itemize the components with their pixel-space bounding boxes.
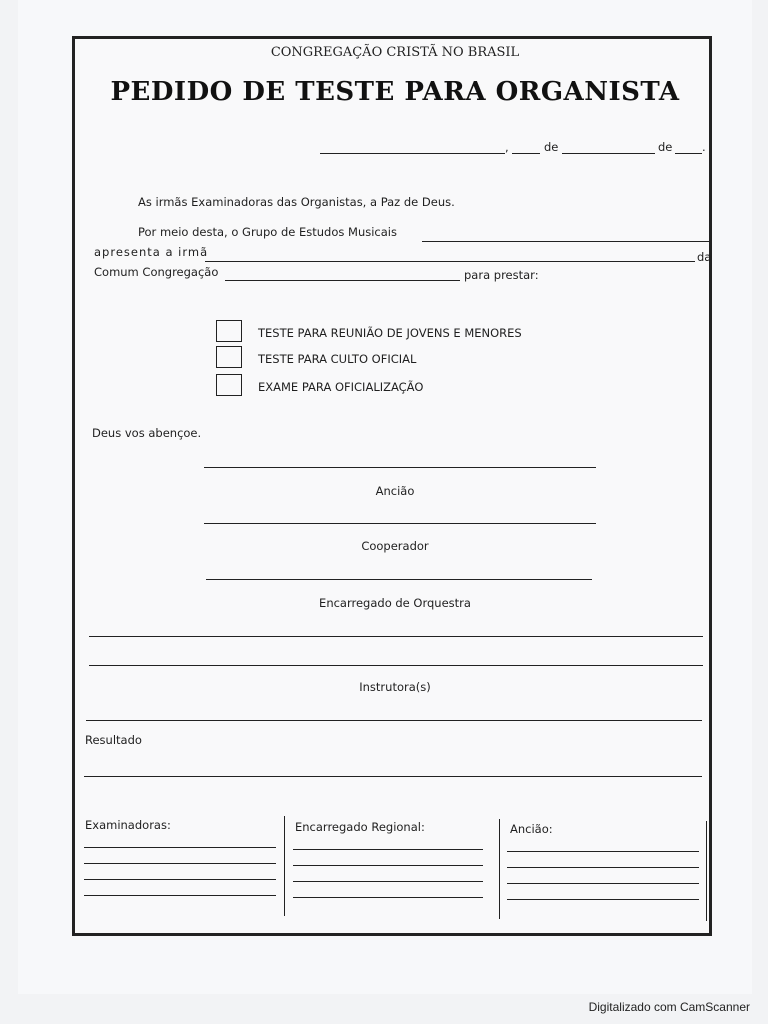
anciao-bottom-line-4[interactable] <box>507 899 699 900</box>
encarregado-regional-line-2[interactable] <box>293 865 483 866</box>
examinadoras-label: Examinadoras: <box>85 818 171 832</box>
option-label-oficializacao: EXAME PARA OFICIALIZAÇÃO <box>258 380 424 394</box>
greeting-text: As irmãs Examinadoras das Organistas, a Paz de Deus. <box>138 195 455 209</box>
anciao-signature-line[interactable] <box>204 467 596 468</box>
encarregado-orquestra-signature-line[interactable] <box>206 579 592 580</box>
instrutoras-label: Instrutora(s) <box>359 680 431 694</box>
body-line-3-end: para prestar: <box>464 268 539 282</box>
cooperador-signature-line[interactable] <box>204 523 596 524</box>
encarregado-orquestra-label: Encarregado de Orquestra <box>319 596 471 610</box>
examinadoras-line-3[interactable] <box>84 879 276 880</box>
date-de-2: de <box>658 140 673 154</box>
column-divider-2 <box>499 819 500 919</box>
date-comma: , <box>505 140 509 154</box>
form-title: PEDIDO DE TESTE PARA ORGANISTA <box>110 77 680 107</box>
date-place-blank[interactable] <box>320 153 505 154</box>
resultado-label: Resultado <box>85 733 142 747</box>
body-line-2: apresenta a irmã <box>94 245 209 259</box>
date-de-1: de <box>544 140 559 154</box>
form-frame <box>72 36 712 936</box>
resultado-line[interactable] <box>84 776 702 777</box>
date-day-blank[interactable] <box>512 153 540 154</box>
instrutoras-signature-line-1[interactable] <box>89 636 703 637</box>
encarregado-regional-line-1[interactable] <box>293 849 483 850</box>
option-checkbox-jovens[interactable] <box>216 320 242 342</box>
date-dot: . <box>702 140 706 154</box>
blessing-text: Deus vos abençoe. <box>92 426 202 440</box>
anciao-bottom-label: Ancião: <box>510 822 553 836</box>
anciao-label: Ancião <box>375 484 415 498</box>
option-label-culto: TESTE PARA CULTO OFICIAL <box>258 352 417 366</box>
organization-name: CONGREGAÇÃO CRISTÃ NO BRASIL <box>270 45 520 60</box>
encarregado-regional-label: Encarregado Regional: <box>295 820 425 834</box>
instrutoras-signature-line-3[interactable] <box>86 720 702 721</box>
comum-congregacao-blank[interactable] <box>225 280 460 281</box>
anciao-bottom-line-1[interactable] <box>507 851 699 852</box>
column-divider-3 <box>706 821 707 921</box>
option-checkbox-culto[interactable] <box>216 346 242 368</box>
body-line-1: Por meio desta, o Grupo de Estudos Musicais <box>138 225 397 239</box>
cooperador-label: Cooperador <box>361 539 429 553</box>
anciao-bottom-line-2[interactable] <box>507 867 699 868</box>
date-month-blank[interactable] <box>562 153 655 154</box>
anciao-bottom-line-3[interactable] <box>507 883 699 884</box>
option-checkbox-oficializacao[interactable] <box>216 374 242 396</box>
examinadoras-line-4[interactable] <box>84 895 276 896</box>
column-divider-1 <box>284 816 285 916</box>
examinadoras-line-1[interactable] <box>84 847 276 848</box>
encarregado-regional-line-3[interactable] <box>293 881 483 882</box>
date-year-blank[interactable] <box>675 153 702 154</box>
grupo-estudos-blank[interactable] <box>422 241 710 242</box>
examinadoras-line-2[interactable] <box>84 863 276 864</box>
encarregado-regional-line-4[interactable] <box>293 897 483 898</box>
irma-name-blank[interactable] <box>205 261 695 262</box>
instrutoras-signature-line-2[interactable] <box>89 665 703 666</box>
body-line-3: Comum Congregação <box>94 265 219 279</box>
scanner-watermark: Digitalizado com CamScanner <box>588 1000 750 1014</box>
body-line-2-end: da <box>697 250 712 264</box>
option-label-jovens: TESTE PARA REUNIÃO DE JOVENS E MENORES <box>258 326 522 340</box>
